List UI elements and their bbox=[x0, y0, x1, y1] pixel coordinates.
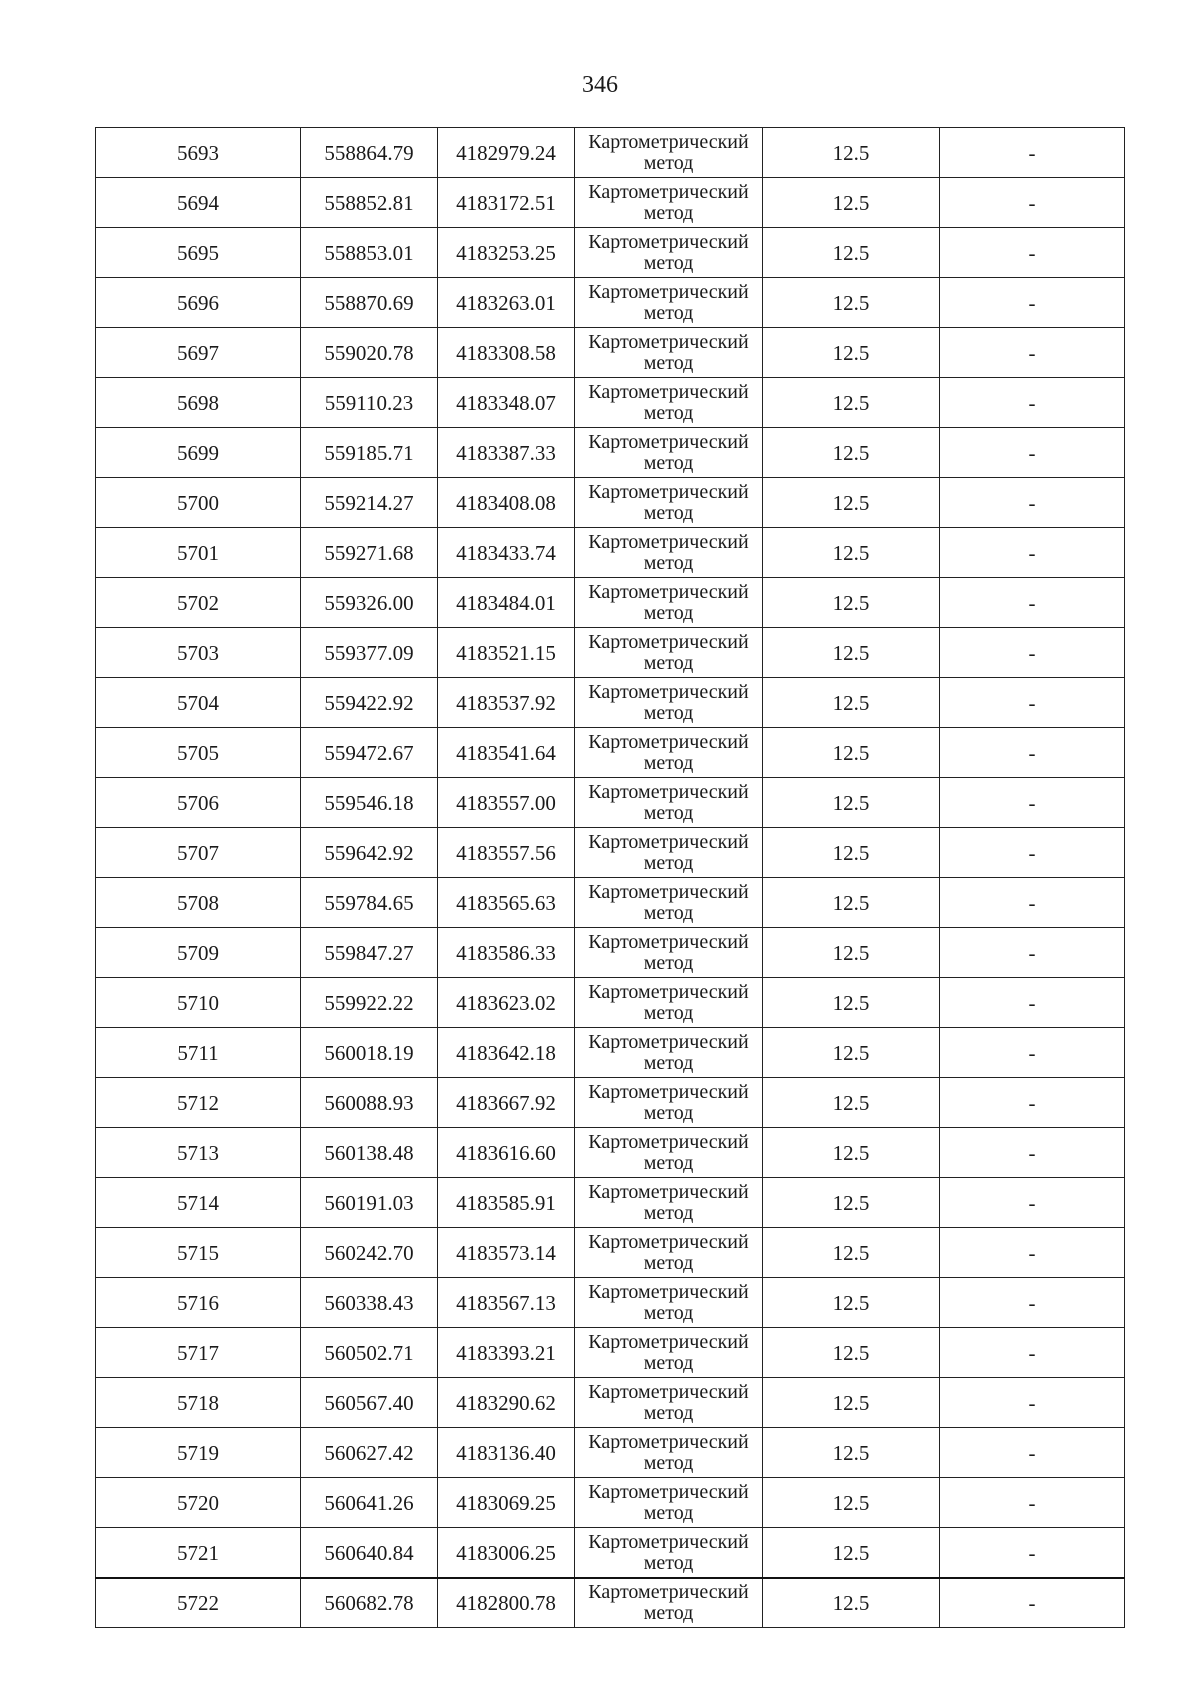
method-line-1: Картометрический bbox=[588, 480, 749, 503]
x-coordinate-cell: 560682.78 bbox=[301, 1578, 438, 1628]
table-row bbox=[96, 1228, 1125, 1278]
table-row bbox=[96, 528, 1125, 578]
accuracy-cell: 12.5 bbox=[763, 228, 940, 278]
y-coordinate-cell: 4183541.64 bbox=[438, 728, 575, 778]
coordinates-table bbox=[95, 127, 1125, 1628]
x-coordinate-cell: 559185.71 bbox=[301, 428, 438, 478]
y-coordinate-cell: 4183642.18 bbox=[438, 1028, 575, 1078]
note-cell: - bbox=[940, 278, 1125, 328]
table-row bbox=[96, 628, 1125, 678]
point-number-cell: 5702 bbox=[96, 578, 301, 628]
x-coordinate-cell: 560018.19 bbox=[301, 1028, 438, 1078]
accuracy-cell: 12.5 bbox=[763, 828, 940, 878]
x-coordinate-cell: 560338.43 bbox=[301, 1278, 438, 1328]
method-line-1: Картометрический bbox=[588, 1080, 749, 1103]
accuracy-cell: 12.5 bbox=[763, 678, 940, 728]
accuracy-cell: 12.5 bbox=[763, 1278, 940, 1328]
point-number-cell: 5707 bbox=[96, 828, 301, 878]
method-cell bbox=[575, 278, 763, 328]
method-cell bbox=[575, 1078, 763, 1128]
point-number-cell: 5720 bbox=[96, 1478, 301, 1528]
table-row bbox=[96, 378, 1125, 428]
accuracy-cell: 12.5 bbox=[763, 378, 940, 428]
method-line-2: метод bbox=[643, 801, 694, 824]
method-line-1: Картометрический bbox=[588, 780, 749, 803]
table-row bbox=[96, 828, 1125, 878]
accuracy-cell: 12.5 bbox=[763, 1478, 940, 1528]
method-cell bbox=[575, 228, 763, 278]
table-row bbox=[96, 1478, 1125, 1528]
method-cell bbox=[575, 728, 763, 778]
accuracy-cell: 12.5 bbox=[763, 928, 940, 978]
method-cell bbox=[575, 578, 763, 628]
y-coordinate-cell: 4183484.01 bbox=[438, 578, 575, 628]
note-cell: - bbox=[940, 478, 1125, 528]
y-coordinate-cell: 4183263.01 bbox=[438, 278, 575, 328]
method-line-2: метод bbox=[643, 251, 694, 274]
x-coordinate-cell: 559020.78 bbox=[301, 328, 438, 378]
note-cell: - bbox=[940, 978, 1125, 1028]
method-line-2: метод bbox=[643, 351, 694, 374]
method-line-1: Картометрический bbox=[588, 1230, 749, 1253]
accuracy-cell: 12.5 bbox=[763, 1228, 940, 1278]
note-cell: - bbox=[940, 878, 1125, 928]
method-cell bbox=[575, 528, 763, 578]
accuracy-cell: 12.5 bbox=[763, 878, 940, 928]
method-line-1: Картометрический bbox=[588, 1530, 749, 1553]
y-coordinate-cell: 4183616.60 bbox=[438, 1128, 575, 1178]
method-cell bbox=[575, 178, 763, 228]
method-line-1: Картометрический bbox=[588, 330, 749, 353]
accuracy-cell: 12.5 bbox=[763, 278, 940, 328]
point-number-cell: 5698 bbox=[96, 378, 301, 428]
y-coordinate-cell: 4183565.63 bbox=[438, 878, 575, 928]
method-cell bbox=[575, 1178, 763, 1228]
note-cell: - bbox=[940, 1428, 1125, 1478]
point-number-cell: 5696 bbox=[96, 278, 301, 328]
y-coordinate-cell: 4183537.92 bbox=[438, 678, 575, 728]
method-cell bbox=[575, 1428, 763, 1478]
point-number-cell: 5714 bbox=[96, 1178, 301, 1228]
point-number-cell: 5701 bbox=[96, 528, 301, 578]
method-cell bbox=[575, 978, 763, 1028]
table-row bbox=[96, 1428, 1125, 1478]
x-coordinate-cell: 560502.71 bbox=[301, 1328, 438, 1378]
point-number-cell: 5708 bbox=[96, 878, 301, 928]
x-coordinate-cell: 558870.69 bbox=[301, 278, 438, 328]
point-number-cell: 5721 bbox=[96, 1528, 301, 1579]
y-coordinate-cell: 4183623.02 bbox=[438, 978, 575, 1028]
table-body bbox=[96, 128, 1125, 1628]
y-coordinate-cell: 4183567.13 bbox=[438, 1278, 575, 1328]
table-row bbox=[96, 1528, 1125, 1579]
note-cell: - bbox=[940, 1128, 1125, 1178]
table-row bbox=[96, 678, 1125, 728]
table-row bbox=[96, 728, 1125, 778]
method-line-2: метод bbox=[643, 601, 694, 624]
table-row bbox=[96, 1128, 1125, 1178]
y-coordinate-cell: 4183408.08 bbox=[438, 478, 575, 528]
method-line-1: Картометрический bbox=[588, 1581, 749, 1603]
note-cell: - bbox=[940, 128, 1125, 178]
table-row bbox=[96, 978, 1125, 1028]
method-line-2: метод bbox=[643, 951, 694, 974]
method-cell bbox=[575, 1528, 763, 1579]
point-number-cell: 5710 bbox=[96, 978, 301, 1028]
x-coordinate-cell: 559847.27 bbox=[301, 928, 438, 978]
accuracy-cell: 12.5 bbox=[763, 1128, 940, 1178]
method-line-2: метод bbox=[643, 501, 694, 524]
method-cell bbox=[575, 1128, 763, 1178]
method-line-2: метод bbox=[643, 201, 694, 224]
method-line-2: метод bbox=[643, 401, 694, 424]
note-cell: - bbox=[940, 1078, 1125, 1128]
note-cell: - bbox=[940, 1228, 1125, 1278]
method-line-2: метод bbox=[643, 651, 694, 674]
method-line-2: метод bbox=[643, 901, 694, 924]
note-cell: - bbox=[940, 1028, 1125, 1078]
table-row bbox=[96, 1578, 1125, 1628]
method-line-1: Картометрический bbox=[588, 680, 749, 703]
method-cell bbox=[575, 878, 763, 928]
y-coordinate-cell: 4183586.33 bbox=[438, 928, 575, 978]
accuracy-cell: 12.5 bbox=[763, 478, 940, 528]
accuracy-cell: 12.5 bbox=[763, 628, 940, 678]
method-cell bbox=[575, 1228, 763, 1278]
point-number-cell: 5717 bbox=[96, 1328, 301, 1378]
method-line-1: Картометрический bbox=[588, 1130, 749, 1153]
y-coordinate-cell: 4183290.62 bbox=[438, 1378, 575, 1428]
table-row bbox=[96, 328, 1125, 378]
method-line-2: метод bbox=[643, 451, 694, 474]
y-coordinate-cell: 4183667.92 bbox=[438, 1078, 575, 1128]
method-line-1: Картометрический bbox=[588, 380, 749, 403]
method-line-1: Картометрический bbox=[588, 430, 749, 453]
table-row bbox=[96, 1328, 1125, 1378]
method-line-2: метод bbox=[643, 301, 694, 324]
table-row bbox=[96, 128, 1125, 178]
accuracy-cell: 12.5 bbox=[763, 1578, 940, 1628]
method-line-1: Картометрический bbox=[588, 580, 749, 603]
point-number-cell: 5711 bbox=[96, 1028, 301, 1078]
x-coordinate-cell: 559271.68 bbox=[301, 528, 438, 578]
accuracy-cell: 12.5 bbox=[763, 1328, 940, 1378]
table-row bbox=[96, 578, 1125, 628]
method-cell bbox=[575, 678, 763, 728]
x-coordinate-cell: 559472.67 bbox=[301, 728, 438, 778]
table-row bbox=[96, 228, 1125, 278]
method-line-1: Картометрический bbox=[588, 530, 749, 553]
method-line-2: метод bbox=[643, 1501, 694, 1524]
method-cell bbox=[575, 1578, 763, 1628]
point-number-cell: 5722 bbox=[96, 1578, 301, 1628]
method-line-1: Картометрический bbox=[588, 630, 749, 653]
table-row bbox=[96, 1378, 1125, 1428]
method-line-2: метод bbox=[643, 1551, 694, 1574]
note-cell: - bbox=[940, 378, 1125, 428]
table-row bbox=[96, 278, 1125, 328]
method-line-2: метод bbox=[643, 1401, 694, 1424]
y-coordinate-cell: 4183253.25 bbox=[438, 228, 575, 278]
method-line-1: Картометрический bbox=[588, 1430, 749, 1453]
method-cell bbox=[575, 378, 763, 428]
x-coordinate-cell: 558852.81 bbox=[301, 178, 438, 228]
method-line-2: метод bbox=[643, 1101, 694, 1124]
method-line-1: Картометрический bbox=[588, 180, 749, 203]
method-line-1: Картометрический bbox=[588, 980, 749, 1003]
method-cell bbox=[575, 1028, 763, 1078]
x-coordinate-cell: 560641.26 bbox=[301, 1478, 438, 1528]
point-number-cell: 5712 bbox=[96, 1078, 301, 1128]
point-number-cell: 5697 bbox=[96, 328, 301, 378]
method-cell bbox=[575, 328, 763, 378]
accuracy-cell: 12.5 bbox=[763, 728, 940, 778]
y-coordinate-cell: 4183521.15 bbox=[438, 628, 575, 678]
note-cell: - bbox=[940, 328, 1125, 378]
table-row bbox=[96, 778, 1125, 828]
x-coordinate-cell: 560627.42 bbox=[301, 1428, 438, 1478]
accuracy-cell: 12.5 bbox=[763, 178, 940, 228]
y-coordinate-cell: 4183393.21 bbox=[438, 1328, 575, 1378]
method-line-2: метод bbox=[643, 851, 694, 874]
accuracy-cell: 12.5 bbox=[763, 1028, 940, 1078]
method-cell bbox=[575, 628, 763, 678]
method-line-2: метод bbox=[643, 1602, 694, 1624]
note-cell: - bbox=[940, 778, 1125, 828]
x-coordinate-cell: 560191.03 bbox=[301, 1178, 438, 1228]
y-coordinate-cell: 4183387.33 bbox=[438, 428, 575, 478]
accuracy-cell: 12.5 bbox=[763, 428, 940, 478]
y-coordinate-cell: 4182800.78 bbox=[438, 1578, 575, 1628]
point-number-cell: 5694 bbox=[96, 178, 301, 228]
note-cell: - bbox=[940, 428, 1125, 478]
note-cell: - bbox=[940, 1528, 1125, 1579]
table-row bbox=[96, 928, 1125, 978]
accuracy-cell: 12.5 bbox=[763, 528, 940, 578]
note-cell: - bbox=[940, 1478, 1125, 1528]
method-line-1: Картометрический bbox=[588, 1330, 749, 1353]
method-line-1: Картометрический bbox=[588, 930, 749, 953]
method-line-2: метод bbox=[643, 1001, 694, 1024]
note-cell: - bbox=[940, 678, 1125, 728]
page-number: 346 bbox=[582, 72, 618, 98]
table-row bbox=[96, 1028, 1125, 1078]
x-coordinate-cell: 558853.01 bbox=[301, 228, 438, 278]
y-coordinate-cell: 4183557.56 bbox=[438, 828, 575, 878]
method-line-2: метод bbox=[643, 1351, 694, 1374]
x-coordinate-cell: 559784.65 bbox=[301, 878, 438, 928]
method-cell bbox=[575, 428, 763, 478]
x-coordinate-cell: 559922.22 bbox=[301, 978, 438, 1028]
x-coordinate-cell: 558864.79 bbox=[301, 128, 438, 178]
accuracy-cell: 12.5 bbox=[763, 1078, 940, 1128]
method-line-1: Картометрический bbox=[588, 880, 749, 903]
point-number-cell: 5699 bbox=[96, 428, 301, 478]
note-cell: - bbox=[940, 178, 1125, 228]
y-coordinate-cell: 4183433.74 bbox=[438, 528, 575, 578]
method-line-2: метод bbox=[643, 1451, 694, 1474]
x-coordinate-cell: 560088.93 bbox=[301, 1078, 438, 1128]
table-row bbox=[96, 1178, 1125, 1228]
note-cell: - bbox=[940, 1278, 1125, 1328]
method-line-2: метод bbox=[643, 1301, 694, 1324]
method-line-1: Картометрический bbox=[588, 1180, 749, 1203]
x-coordinate-cell: 559110.23 bbox=[301, 378, 438, 428]
point-number-cell: 5713 bbox=[96, 1128, 301, 1178]
note-cell: - bbox=[940, 728, 1125, 778]
x-coordinate-cell: 559422.92 bbox=[301, 678, 438, 728]
point-number-cell: 5715 bbox=[96, 1228, 301, 1278]
method-cell bbox=[575, 128, 763, 178]
y-coordinate-cell: 4183006.25 bbox=[438, 1528, 575, 1579]
y-coordinate-cell: 4183069.25 bbox=[438, 1478, 575, 1528]
accuracy-cell: 12.5 bbox=[763, 978, 940, 1028]
table-row bbox=[96, 428, 1125, 478]
method-line-2: метод bbox=[643, 1051, 694, 1074]
method-cell bbox=[575, 1278, 763, 1328]
y-coordinate-cell: 4183308.58 bbox=[438, 328, 575, 378]
note-cell: - bbox=[940, 578, 1125, 628]
point-number-cell: 5705 bbox=[96, 728, 301, 778]
method-line-2: метод bbox=[643, 1251, 694, 1274]
x-coordinate-cell: 559546.18 bbox=[301, 778, 438, 828]
accuracy-cell: 12.5 bbox=[763, 1528, 940, 1579]
accuracy-cell: 12.5 bbox=[763, 1378, 940, 1428]
point-number-cell: 5695 bbox=[96, 228, 301, 278]
y-coordinate-cell: 4183585.91 bbox=[438, 1178, 575, 1228]
table-row bbox=[96, 878, 1125, 928]
method-cell bbox=[575, 478, 763, 528]
x-coordinate-cell: 559326.00 bbox=[301, 578, 438, 628]
y-coordinate-cell: 4183172.51 bbox=[438, 178, 575, 228]
x-coordinate-cell: 559214.27 bbox=[301, 478, 438, 528]
y-coordinate-cell: 4183136.40 bbox=[438, 1428, 575, 1478]
y-coordinate-cell: 4182979.24 bbox=[438, 128, 575, 178]
point-number-cell: 5719 bbox=[96, 1428, 301, 1478]
x-coordinate-cell: 560242.70 bbox=[301, 1228, 438, 1278]
point-number-cell: 5693 bbox=[96, 128, 301, 178]
note-cell: - bbox=[940, 628, 1125, 678]
method-line-2: метод bbox=[643, 151, 694, 174]
method-cell bbox=[575, 928, 763, 978]
note-cell: - bbox=[940, 528, 1125, 578]
method-line-1: Картометрический bbox=[588, 730, 749, 753]
point-number-cell: 5704 bbox=[96, 678, 301, 728]
method-line-1: Картометрический bbox=[588, 830, 749, 853]
table-row bbox=[96, 478, 1125, 528]
table-row bbox=[96, 1278, 1125, 1328]
point-number-cell: 5709 bbox=[96, 928, 301, 978]
accuracy-cell: 12.5 bbox=[763, 1428, 940, 1478]
accuracy-cell: 12.5 bbox=[763, 128, 940, 178]
method-line-1: Картометрический bbox=[588, 280, 749, 303]
y-coordinate-cell: 4183348.07 bbox=[438, 378, 575, 428]
note-cell: - bbox=[940, 1578, 1125, 1628]
x-coordinate-cell: 560567.40 bbox=[301, 1378, 438, 1428]
method-line-1: Картометрический bbox=[588, 1380, 749, 1403]
y-coordinate-cell: 4183557.00 bbox=[438, 778, 575, 828]
method-line-1: Картометрический bbox=[588, 1030, 749, 1053]
method-line-1: Картометрический bbox=[588, 230, 749, 253]
method-cell bbox=[575, 1478, 763, 1528]
x-coordinate-cell: 559642.92 bbox=[301, 828, 438, 878]
note-cell: - bbox=[940, 928, 1125, 978]
accuracy-cell: 12.5 bbox=[763, 1178, 940, 1228]
accuracy-cell: 12.5 bbox=[763, 328, 940, 378]
method-line-2: метод bbox=[643, 751, 694, 774]
x-coordinate-cell: 559377.09 bbox=[301, 628, 438, 678]
table-row bbox=[96, 1078, 1125, 1128]
note-cell: - bbox=[940, 1328, 1125, 1378]
point-number-cell: 5716 bbox=[96, 1278, 301, 1328]
note-cell: - bbox=[940, 1378, 1125, 1428]
method-line-2: метод bbox=[643, 1201, 694, 1224]
point-number-cell: 5703 bbox=[96, 628, 301, 678]
method-cell bbox=[575, 1328, 763, 1378]
method-line-2: метод bbox=[643, 1151, 694, 1174]
x-coordinate-cell: 560138.48 bbox=[301, 1128, 438, 1178]
method-line-1: Картометрический bbox=[588, 1480, 749, 1503]
point-number-cell: 5706 bbox=[96, 778, 301, 828]
method-cell bbox=[575, 778, 763, 828]
method-line-1: Картометрический bbox=[588, 130, 749, 153]
method-cell bbox=[575, 828, 763, 878]
note-cell: - bbox=[940, 828, 1125, 878]
x-coordinate-cell: 560640.84 bbox=[301, 1528, 438, 1579]
method-line-2: метод bbox=[643, 551, 694, 574]
method-line-2: метод bbox=[643, 701, 694, 724]
method-cell bbox=[575, 1378, 763, 1428]
table-row bbox=[96, 178, 1125, 228]
accuracy-cell: 12.5 bbox=[763, 578, 940, 628]
accuracy-cell: 12.5 bbox=[763, 778, 940, 828]
note-cell: - bbox=[940, 228, 1125, 278]
method-line-1: Картометрический bbox=[588, 1280, 749, 1303]
point-number-cell: 5718 bbox=[96, 1378, 301, 1428]
note-cell: - bbox=[940, 1178, 1125, 1228]
y-coordinate-cell: 4183573.14 bbox=[438, 1228, 575, 1278]
point-number-cell: 5700 bbox=[96, 478, 301, 528]
